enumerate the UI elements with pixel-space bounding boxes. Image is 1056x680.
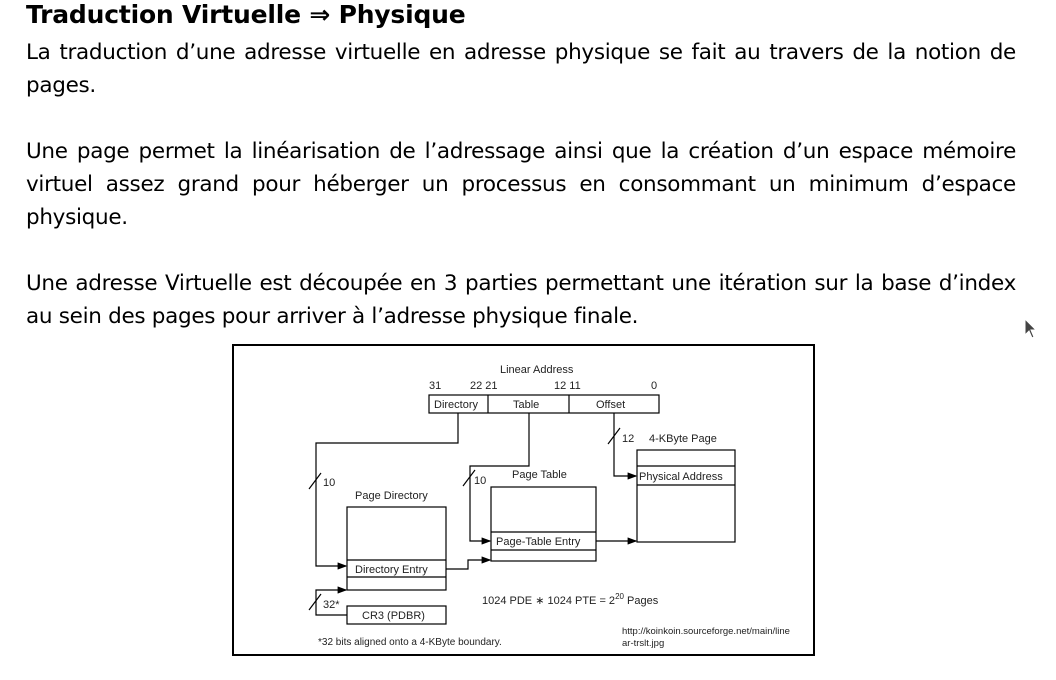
table-bits-label: 10: [474, 475, 487, 487]
directory-bits-label: 10: [323, 477, 336, 489]
footnote: *32 bits aligned onto a 4-KByte boundary.: [318, 637, 502, 648]
offset-bits-label: 12: [622, 433, 635, 445]
page-label: 4-KByte Page: [649, 433, 717, 445]
field-offset: Offset: [596, 399, 626, 411]
field-table: Table: [513, 399, 540, 411]
paragraph-page-definition: Une page permet la linéarisation de l’adressage ainsi que la création d’un espace mémoire virtuel assez grand pour héberger un processus en consommant un minimum d’espace physique.: [26, 139, 1016, 230]
bit-22-21-label: 22 21: [470, 380, 498, 392]
page-table-entry-label: Page-Table Entry: [496, 536, 581, 548]
bit-12-11-label: 12 11: [554, 380, 581, 392]
slide: [26, 0, 1016, 333]
page-directory-label: Page Directory: [355, 490, 428, 502]
cr3-label: CR3 (PDBR): [362, 610, 425, 622]
paragraph-pages: La traduction d’une adresse virtuelle en adresse physique se fait au travers de la notion de pages.: [26, 40, 1016, 98]
field-directory: Directory: [434, 399, 479, 411]
bit-31-label: 31: [429, 380, 442, 392]
bit-0-label: 0: [651, 380, 658, 392]
paragraph-address-split: Une adresse Virtuelle est découpée en 3 parties permettant une itération sur la base d’index au sein des pages pour arriver à l’adresse physique finale.: [26, 271, 1016, 329]
page-translation-diagram: [232, 344, 815, 656]
cr3-bits-label: 32*: [323, 599, 340, 611]
page-box: [637, 450, 735, 542]
page-table-label: Page Table: [512, 469, 567, 481]
source-url-line-1: http://koinkoin.sourceforge.net/main/line: [622, 626, 790, 637]
source-url-line-2: ar-trslt.jpg: [622, 638, 665, 649]
slide-title: Traduction Virtuelle ⇒ Physique: [26, 0, 466, 29]
pages-formula: 1024 PDE ∗ 1024 PTE = $2^{20}$ Pages: [482, 592, 659, 607]
linear-address-label: Linear Address: [500, 364, 574, 376]
directory-entry-label: Directory Entry: [355, 564, 428, 576]
physical-address-label: Physical Address: [639, 471, 723, 483]
mouse-cursor-icon: [1024, 318, 1036, 340]
